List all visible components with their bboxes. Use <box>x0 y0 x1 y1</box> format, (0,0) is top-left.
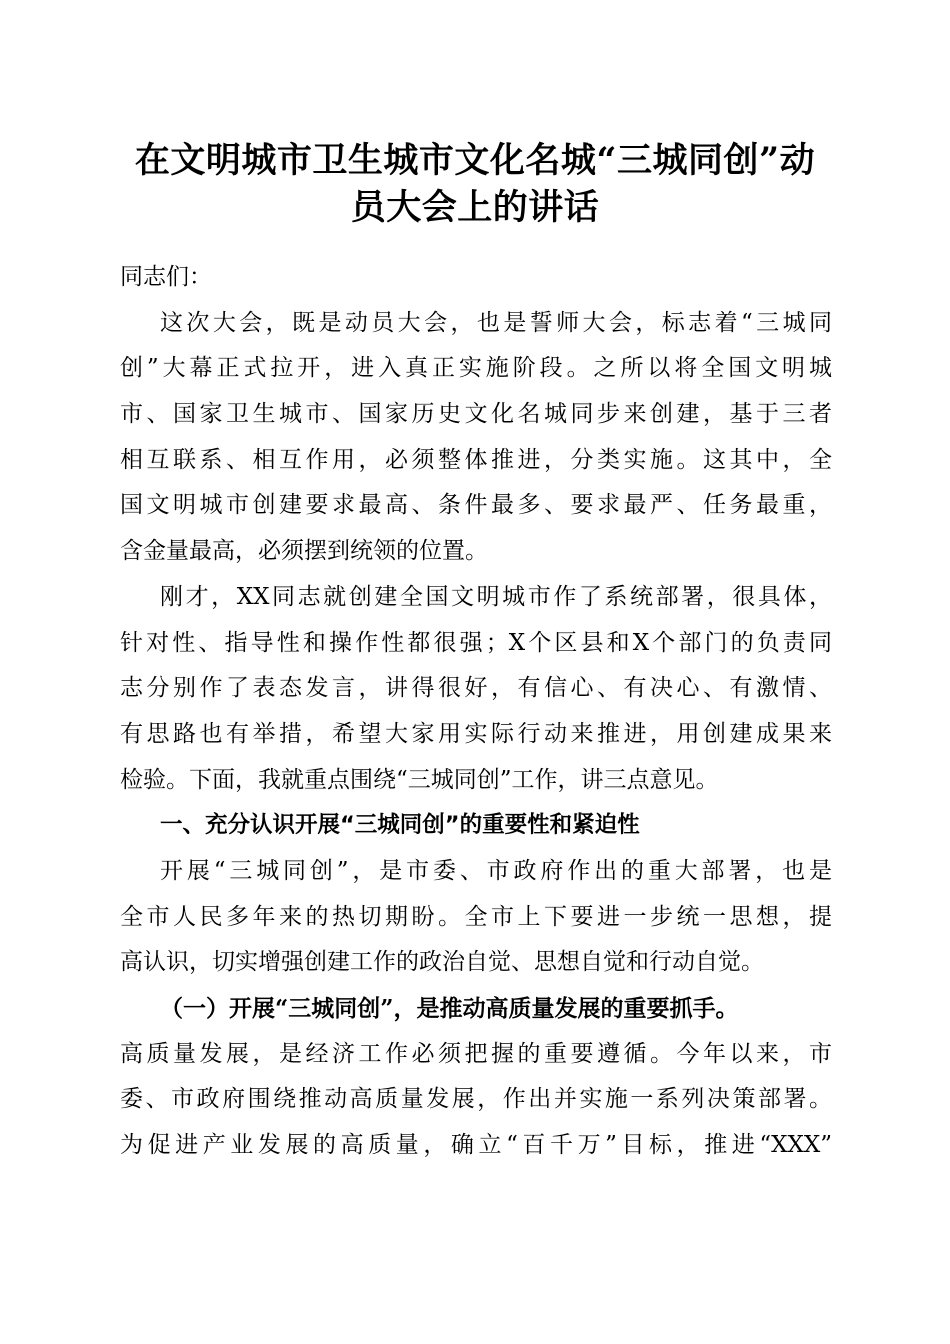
section-heading: 一、充分认识开展“三城同创”的重要性和紧迫性 <box>160 812 640 839</box>
salutation: 同志们： <box>120 264 212 290</box>
text-line: 市、国家卫生城市、国家历史文化名城同步来创建，基于三者 <box>120 401 832 428</box>
paragraph-1 <box>120 301 832 575</box>
title-line: 员大会上的讲话 <box>350 187 600 228</box>
text-line: 相互联系、相互作用，必须整体推进，分类实施。这其中，全 <box>120 446 832 473</box>
text-line: 有思路也有举措，希望大家用实际行动来推进，用创建成果来 <box>120 720 832 747</box>
text-line: 开展“三城同创”，是市委、市政府作出的重大部署，也是 <box>160 857 832 884</box>
text-line: 针对性、指导性和操作性都很强；X个区县和X个部门的负责同 <box>120 629 832 656</box>
text-line: 高认识，切实增强创建工作的政治自觉、思想自觉和行动自觉。 <box>120 949 764 976</box>
text-line: 为促进产业发展的高质量，确立“百千万”目标，推进“XXX” <box>120 1132 832 1159</box>
text-line: 含金量最高，必须摆到统领的位置。 <box>120 538 488 565</box>
paragraph-3 <box>120 849 832 986</box>
text-line: 检验。下面，我就重点围绕“三城同创”工作，讲三点意见。 <box>120 766 719 793</box>
text-line: 国文明城市创建要求最高、条件最多、要求最严、任务最重， <box>120 492 832 519</box>
page-title <box>100 137 850 231</box>
paragraph-2 <box>120 575 832 803</box>
text-line: 委、市政府围绕推动高质量发展，作出并实施一系列决策部署。 <box>120 1086 832 1113</box>
sub-heading: （一）开展“三城同创”，是推动高质量发展的重要抓手。 <box>160 995 739 1022</box>
text-line: 创”大幕正式拉开，进入真正实施阶段。之所以将全国文明城 <box>120 355 832 382</box>
speech-body <box>120 255 832 1169</box>
text-line: 刚才，XX同志就创建全国文明城市作了系统部署，很具体， <box>160 583 832 610</box>
text-line: 这次大会，既是动员大会，也是誓师大会，标志着“三城同 <box>160 309 832 336</box>
text-line: 志分别作了表态发言，讲得很好，有信心、有决心、有激情、 <box>120 675 832 702</box>
text-line: 高质量发展，是经济工作必须把握的重要遵循。今年以来，市 <box>120 1040 832 1067</box>
title-line: 在文明城市卫生城市文化名城“三城同创”动 <box>134 140 816 181</box>
text-line: 全市人民多年来的热切期盼。全市上下要进一步统一思想，提 <box>120 903 832 930</box>
paragraph-4 <box>120 1032 832 1169</box>
